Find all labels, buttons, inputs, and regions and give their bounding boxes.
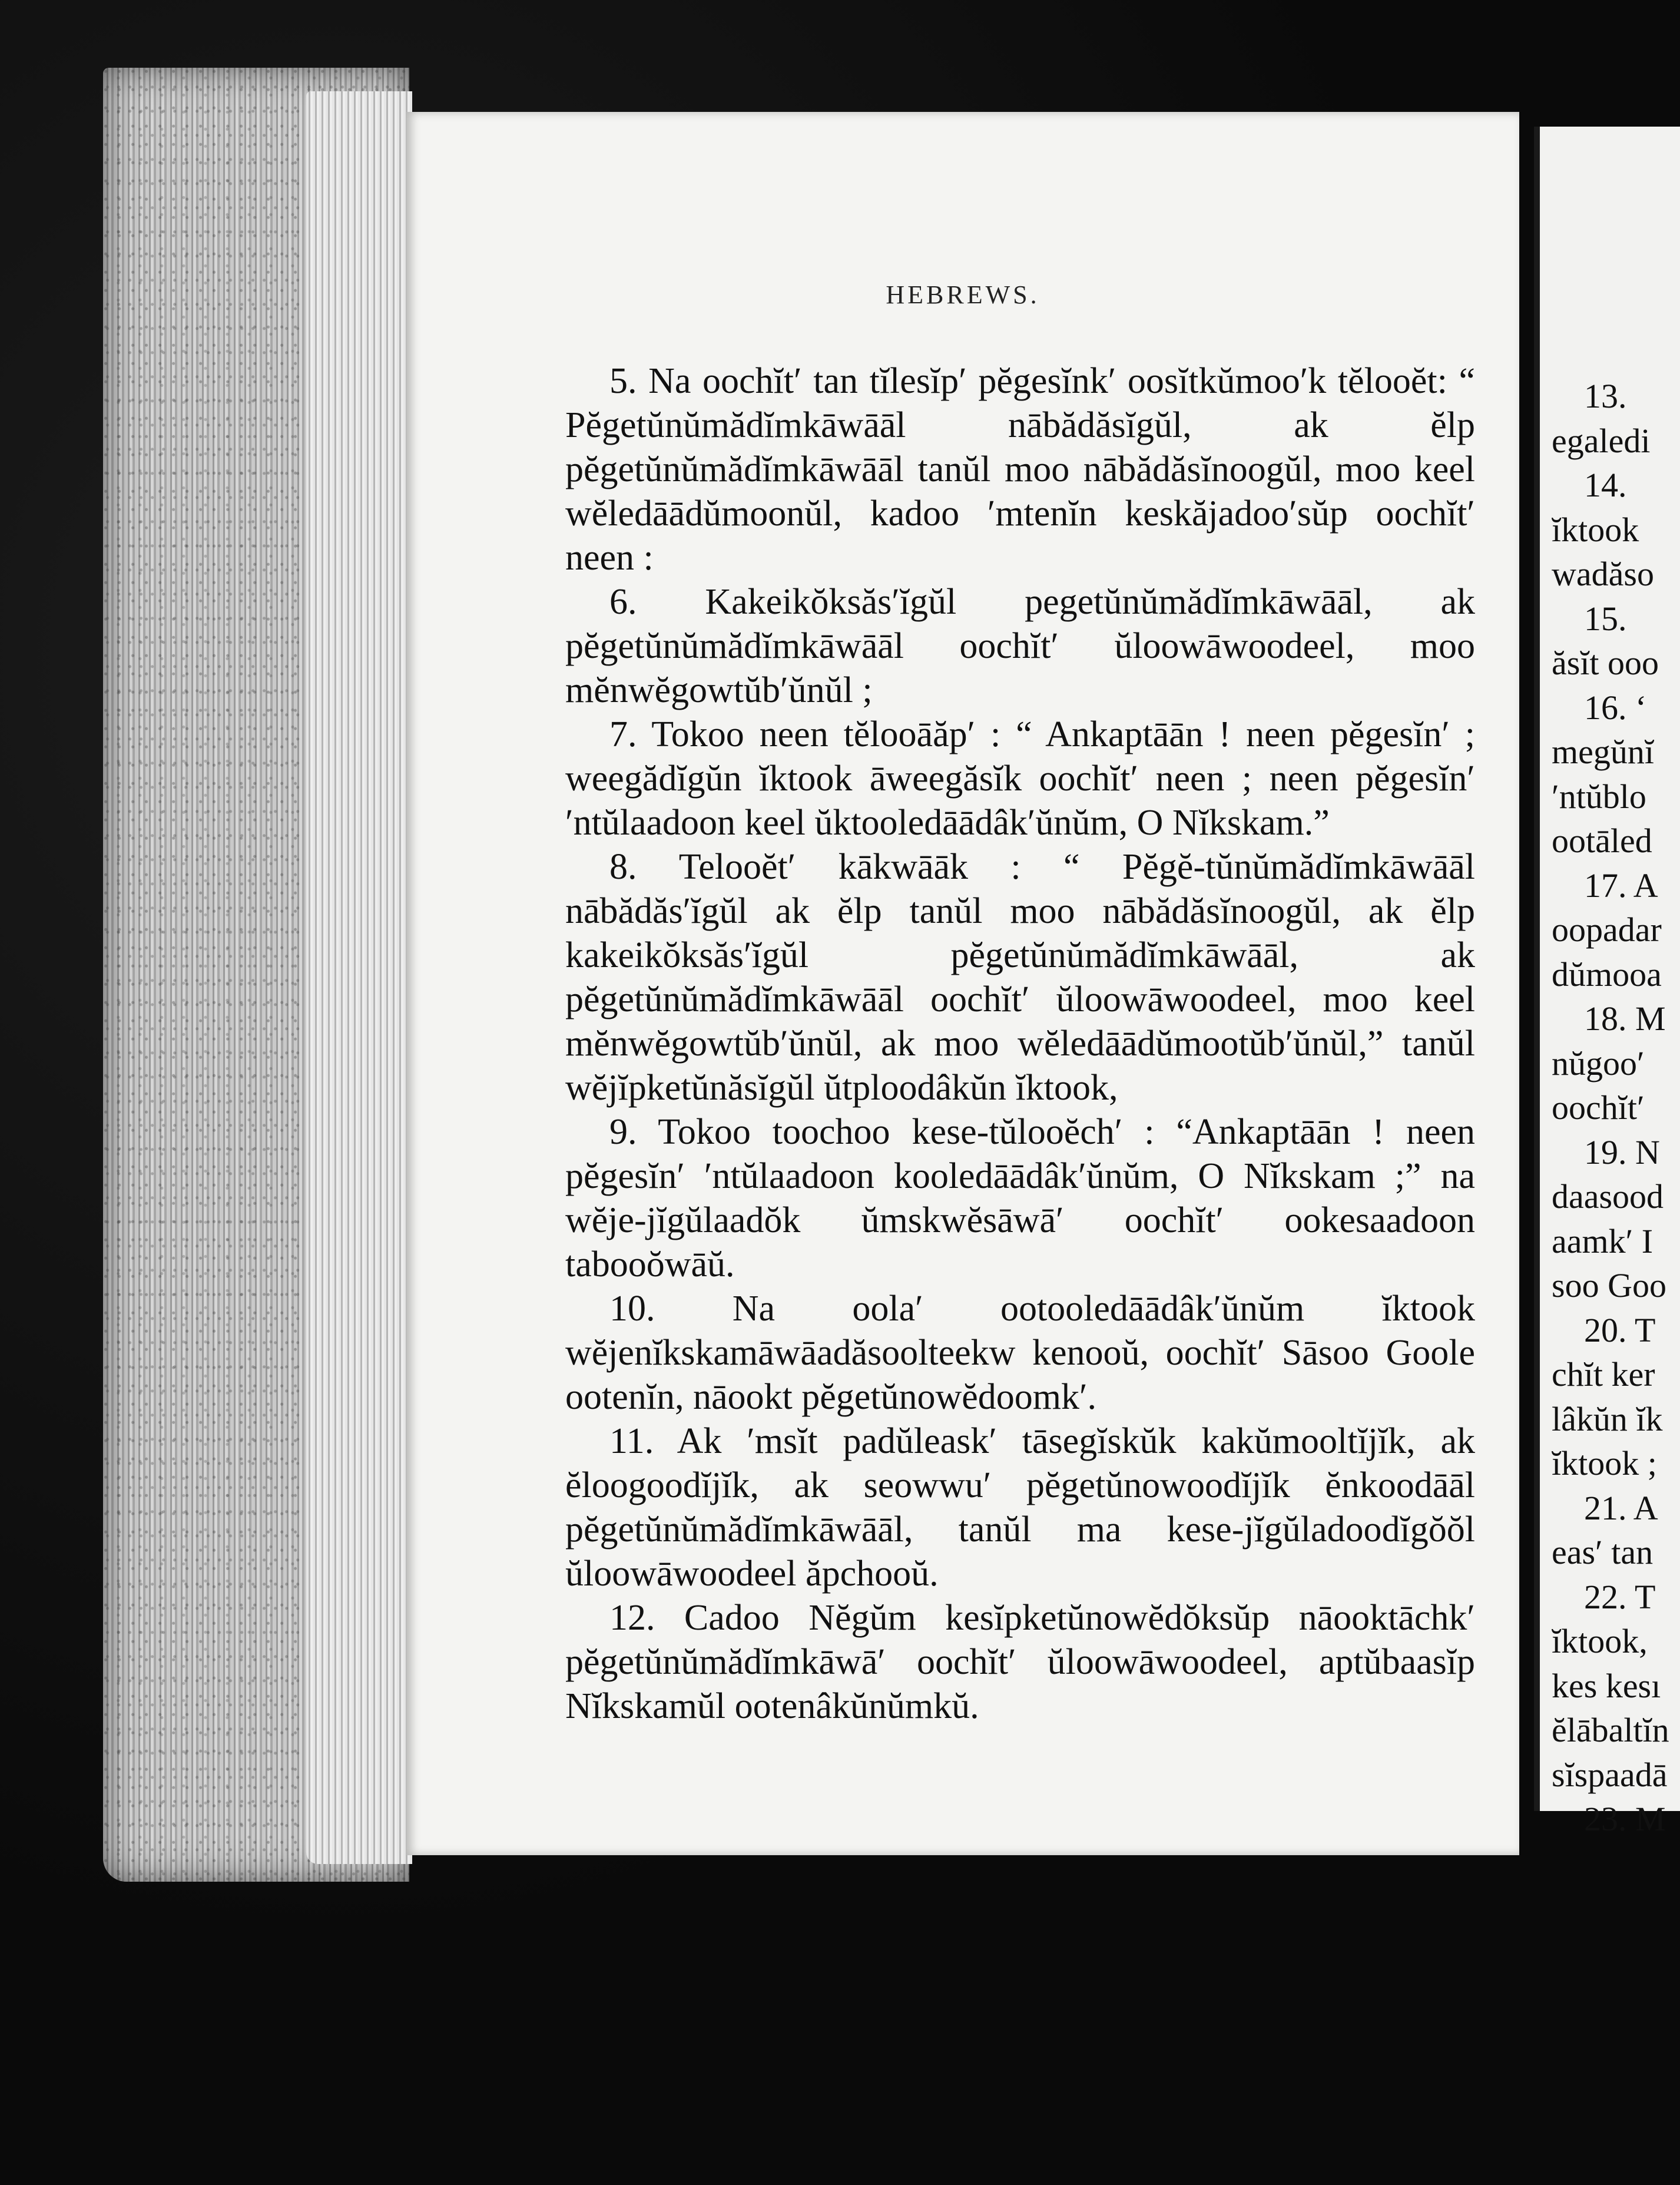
right-line: wadăso bbox=[1552, 555, 1654, 593]
right-line: 20. T bbox=[1584, 1310, 1656, 1349]
right-line: egaledi bbox=[1552, 421, 1651, 460]
right-line: lâkŭn ĭk bbox=[1552, 1399, 1663, 1438]
right-line: aamk′ I bbox=[1552, 1221, 1654, 1260]
right-line: ĭktook, bbox=[1552, 1622, 1648, 1660]
right-line: 15. bbox=[1584, 599, 1627, 638]
right-line: 14. bbox=[1584, 466, 1627, 504]
verse-12: 12. Cadoo Nĕgŭm kesĭpketŭnowĕdŏksŭp nāooktāchk′ pĕgetŭnŭmădĭmkāwā′ oochĭt′ ŭloowāwoodeel, aptŭbaasĭp Nĭkskamŭl ootenâkŭnŭmkŭ. bbox=[565, 1598, 1475, 1726]
right-line: soo Goo bbox=[1552, 1266, 1666, 1305]
right-line: 13. bbox=[1584, 377, 1627, 415]
right-page-lines bbox=[1552, 374, 1680, 1842]
right-line: dŭmooa bbox=[1552, 955, 1662, 994]
verse-text bbox=[565, 359, 1475, 1729]
right-line: oopadar bbox=[1552, 911, 1662, 949]
right-line: 19. N bbox=[1584, 1133, 1660, 1171]
right-line: ootāled bbox=[1552, 822, 1652, 860]
right-line: oochĭt′ bbox=[1552, 1088, 1645, 1127]
verse-6: 6. Kakeikŏksăs′ĭgŭl pegetŭnŭmădĭmkāwāāl, ak pĕgetŭnŭmădĭmkāwāāl oochĭt′ ŭloowāwoodeel, moo mĕnwĕgowtŭb′ŭnŭl ; bbox=[565, 582, 1475, 710]
right-line: 18. M bbox=[1584, 999, 1666, 1038]
right-line: ĭktook bbox=[1552, 510, 1639, 549]
right-line: 16. ‘ bbox=[1584, 688, 1647, 727]
right-line: 17. A bbox=[1584, 866, 1658, 905]
verse-9: 9. Tokoo toochoo kese-tŭlooĕch′ : “Ankaptāān ! neen pĕgesĭn′ ′ntŭlaadoon kooledāādâk′ŭnŭm, O Nĭkskam ;” na wĕje-jĭgŭlaadŏk ŭmskwĕsāwā′ oochĭt′ ookesaadoon tabooŏwāŭ. bbox=[565, 1112, 1475, 1284]
verse-11: 11. Ak ′msĭt padŭleask′ tāsegĭskŭk kakŭmooltĭjĭk, ak ĕloogoodĭjĭk, ak seowwu′ pĕgetŭnowoodĭjĭk ĕnkoodāāl pĕgetŭnŭmădĭmkāwāāl, tanŭl ma kese-jĭgŭladoodĭgŏŏl ŭloowāwoodeel ăpchooŭ. bbox=[565, 1421, 1475, 1594]
left-page bbox=[406, 112, 1519, 1855]
verse-10: 10. Na oola′ ootooledāādâk′ŭnŭm ĭktook wĕjenĭkskamāwāadăsoolteekw kenooŭ, oochĭt′ Sāsoo Goole ootenĭn, nāookt pĕgetŭnowĕdoomk′. bbox=[565, 1289, 1475, 1417]
right-line: sĭspaadā bbox=[1552, 1755, 1668, 1794]
right-line: ′ntŭblo bbox=[1552, 777, 1646, 816]
right-line: nŭgoo′ bbox=[1552, 1044, 1645, 1082]
right-line: 21. A bbox=[1584, 1488, 1658, 1527]
right-line: megŭnĭ bbox=[1552, 733, 1654, 771]
right-line: 22. T bbox=[1584, 1577, 1656, 1616]
right-line: 23. M bbox=[1584, 1800, 1666, 1838]
running-head: HEBREWS. bbox=[886, 280, 1040, 309]
right-line: ăsĭt ooo bbox=[1552, 644, 1659, 682]
right-line: daasood bbox=[1552, 1177, 1664, 1216]
right-page-fragment bbox=[1534, 127, 1680, 1838]
verse-7: 7. Tokoo neen tĕlooāăp′ : “ Ankaptāān ! neen pĕgesĭn′ ; weegădĭgŭn ĭktook āweegăsĭk oochĭt′ neen ; neen pĕgesĭn′ ′ntŭlaadoon keel ŭktooledāādâk′ŭnŭm, O Nĭkskam.” bbox=[565, 714, 1475, 843]
right-line: kes kesı bbox=[1552, 1666, 1661, 1705]
inner-page-edges bbox=[306, 91, 412, 1864]
right-line: ĭktook ; bbox=[1552, 1444, 1657, 1482]
right-line: eas′ tan bbox=[1552, 1533, 1654, 1571]
right-line: ĕlābaltĭn bbox=[1552, 1711, 1669, 1749]
verse-8: 8. Telooĕt′ kākwāāk : “ Pĕgĕ-tŭnŭmădĭmkāwāāl nābădăs′ĭgŭl ak ĕlp tanŭl moo nābădăsĭnoogŭl, ak ĕlp kakeikŏksăs′ĭgŭl pĕgetŭnŭmădĭmkāwāāl, ak pĕgetŭnŭmădĭmkāwāāl oochĭt′ ŭloowāwoodeel, moo keel mĕnwĕgowtŭb′ŭnŭl, ak moo wĕledāādŭmootŭb′ŭnŭl,” tanŭl wĕjĭpketŭnăsĭgŭl ŭtploodâkŭn ĭktook, bbox=[565, 847, 1475, 1108]
right-line: chĭt ker bbox=[1552, 1355, 1655, 1393]
verse-5: 5. Na oochĭt′ tan tĭlesĭp′ pĕgesĭnk′ oosĭtkŭmoo′k tĕlooĕt: “ Pĕgetŭnŭmădĭmkāwāāl nābădăsĭgŭl, ak ĕlp pĕgetŭnŭmădĭmkāwāāl tanŭl moo nābădăsĭnoogŭl, moo keel wĕledāādŭmoonŭl, kadoo ′mtenĭn keskăjadoo′sŭp oochĭt′ neen : bbox=[565, 361, 1475, 578]
